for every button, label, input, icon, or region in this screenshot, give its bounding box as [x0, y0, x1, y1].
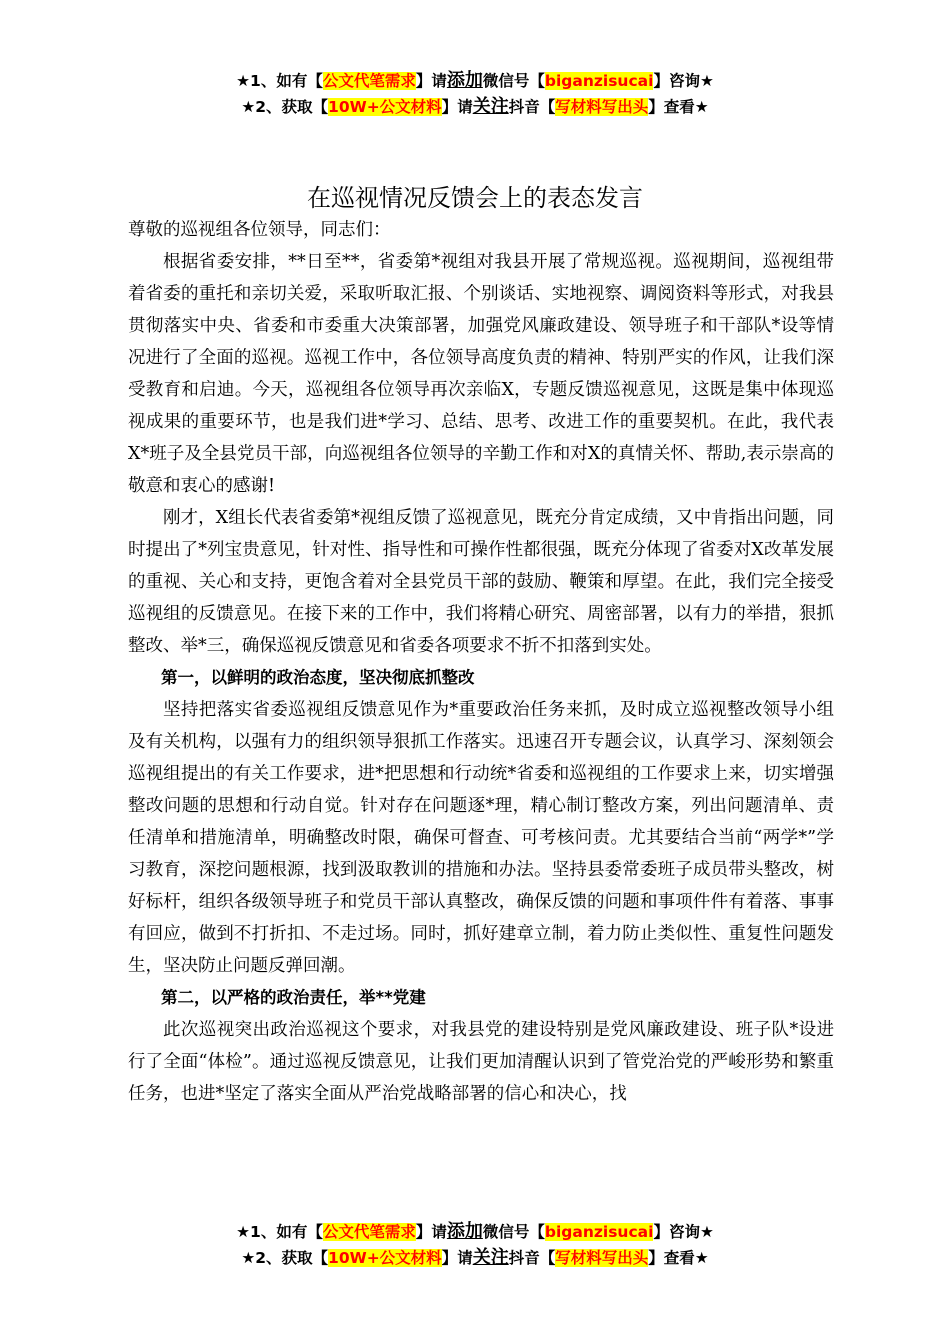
- promo-emphasis: 关注: [472, 96, 509, 117]
- promo-text: 】请: [441, 1249, 473, 1267]
- promo-line-2: [0, 94, 950, 120]
- promo-line-2: [0, 1245, 950, 1271]
- promo-footer: [0, 1219, 950, 1271]
- promo-emphasis: 添加: [446, 70, 483, 91]
- promo-text: 】咨询★: [653, 1223, 714, 1241]
- promo-emphasis: 添加: [446, 1221, 483, 1242]
- promo-text: 】请: [415, 1223, 447, 1241]
- promo-text: 微信号【: [482, 1223, 545, 1241]
- promo-emphasis: 关注: [472, 1247, 509, 1268]
- promo-text: 抖音【: [508, 98, 556, 116]
- promo-highlight: 10W+公文材料: [328, 1249, 442, 1267]
- promo-wechat-id: biganzisucai: [544, 1223, 654, 1241]
- promo-highlight: 公文代笔需求: [322, 1223, 416, 1241]
- promo-text: 】查看★: [648, 98, 709, 116]
- promo-text: 】请: [415, 72, 447, 90]
- promo-text: 】咨询★: [653, 72, 714, 90]
- section-heading: 第一，以鲜明的政治态度，坚决彻底抓整改: [161, 668, 475, 687]
- promo-text: 抖音【: [508, 1249, 556, 1267]
- promo-line-1: [0, 68, 950, 94]
- promo-text: 微信号【: [482, 72, 545, 90]
- promo-douyin-id: 写材料写出头: [555, 1249, 649, 1267]
- promo-douyin-id: 写材料写出头: [555, 98, 649, 116]
- salutation: 尊敬的巡视组各位领导，同志们：: [128, 220, 391, 240]
- promo-text: ★1、如有【: [236, 72, 323, 90]
- paragraph: 刚才，X组长代表省委第*视组反馈了巡视意见，既充分肯定成绩，又中肯指出问题，同时提出了*列宝贵意见，针对性、指导性和可操作性都很强，既充分体现了省委对X改革发展的重视、关心和支持，更饱含着对全县党员干部的鼓励、鞭策和厚望。在此，我们完全接受巡视组的反馈意见。在接下来的工作中，我们将精心研究、周密部署，以有力的举措，狠抓整改、举*三，确保巡视反馈意见和省委各项要求不折不扣落到实处。: [128, 508, 834, 656]
- paragraph: 坚持把落实省委巡视组反馈意见作为*重要政治任务来抓，及时成立巡视整改领导小组及有关机构，以强有力的组织领导狠抓工作落实。迅速召开专题会议，认真学习、深刻领会巡视组提出的有关工作要求，进*把思想和行动统*省委和巡视组的工作要求上来，切实增强整改问题的思想和行动自觉。针对存在问题逐*理，精心制订整改方案，列出问题清单、责任清单和措施清单，明确整改时限，确保可督查、可考核问责。尤其要结合当前“两学*”学习教育，深挖问题根源，找到汲取教训的措施和办法。坚持县委常委班子成员带头整改，树好标杆，组织各级领导班子和党员干部认真整改，确保反馈的问题和事项件件有着落、事事有回应，做到不打折扣、不走过场。同时，抓好建章立制，着力防止类似性、重复性问题发生，坚决防止问题反弹回潮。: [128, 700, 834, 976]
- paragraph: 此次巡视突出政治巡视这个要求，对我县党的建设特别是党风廉政建设、班子队*设进行了全面“体检”。通过巡视反馈意见，让我们更加清醒认识到了管党治党的严峻形势和繁重任务，也进*坚定了落实全面从严治党战略部署的信心和决心，找: [128, 1020, 834, 1104]
- promo-highlight: 10W+公文材料: [328, 98, 442, 116]
- document-body: [128, 214, 834, 1110]
- section-heading: 第二，以严格的政治责任，举**党建: [161, 988, 426, 1007]
- promo-header: [0, 68, 950, 120]
- promo-text: 】查看★: [648, 1249, 709, 1267]
- promo-text: ★1、如有【: [236, 1223, 323, 1241]
- promo-highlight: 公文代笔需求: [322, 72, 416, 90]
- promo-text: 】请: [441, 98, 473, 116]
- paragraph: 根据省委安排，**日至**，省委第*视组对我县开展了常规巡视。巡视期间，巡视组带着省委的重托和亲切关爱，采取听取汇报、个别谈话、实地视察、调阅资料等形式，对我县贯彻落实中央、省委和市委重大决策部署，加强党风廉政建设、领导班子和干部队*设等情况进行了全面的巡视。巡视工作中，各位领导高度负责的精神、特别严实的作风，让我们深受教育和启迪。今天，巡视组各位领导再次亲临X，专题反馈巡视意见，这既是集中体现巡视成果的重要环节，也是我们进*学习、总结、思考、改进工作的重要契机。在此，我代表X*班子及全县党员干部，向巡视组各位领导的辛勤工作和对X的真情关怀、帮助,表示崇高的敬意和衷心的感谢!: [128, 252, 834, 496]
- promo-line-1: [0, 1219, 950, 1245]
- promo-wechat-id: biganzisucai: [544, 72, 654, 90]
- document-title: 在巡视情况反馈会上的表态发言: [307, 184, 643, 212]
- promo-text: ★2、获取【: [241, 1249, 329, 1267]
- promo-text: ★2、获取【: [241, 98, 329, 116]
